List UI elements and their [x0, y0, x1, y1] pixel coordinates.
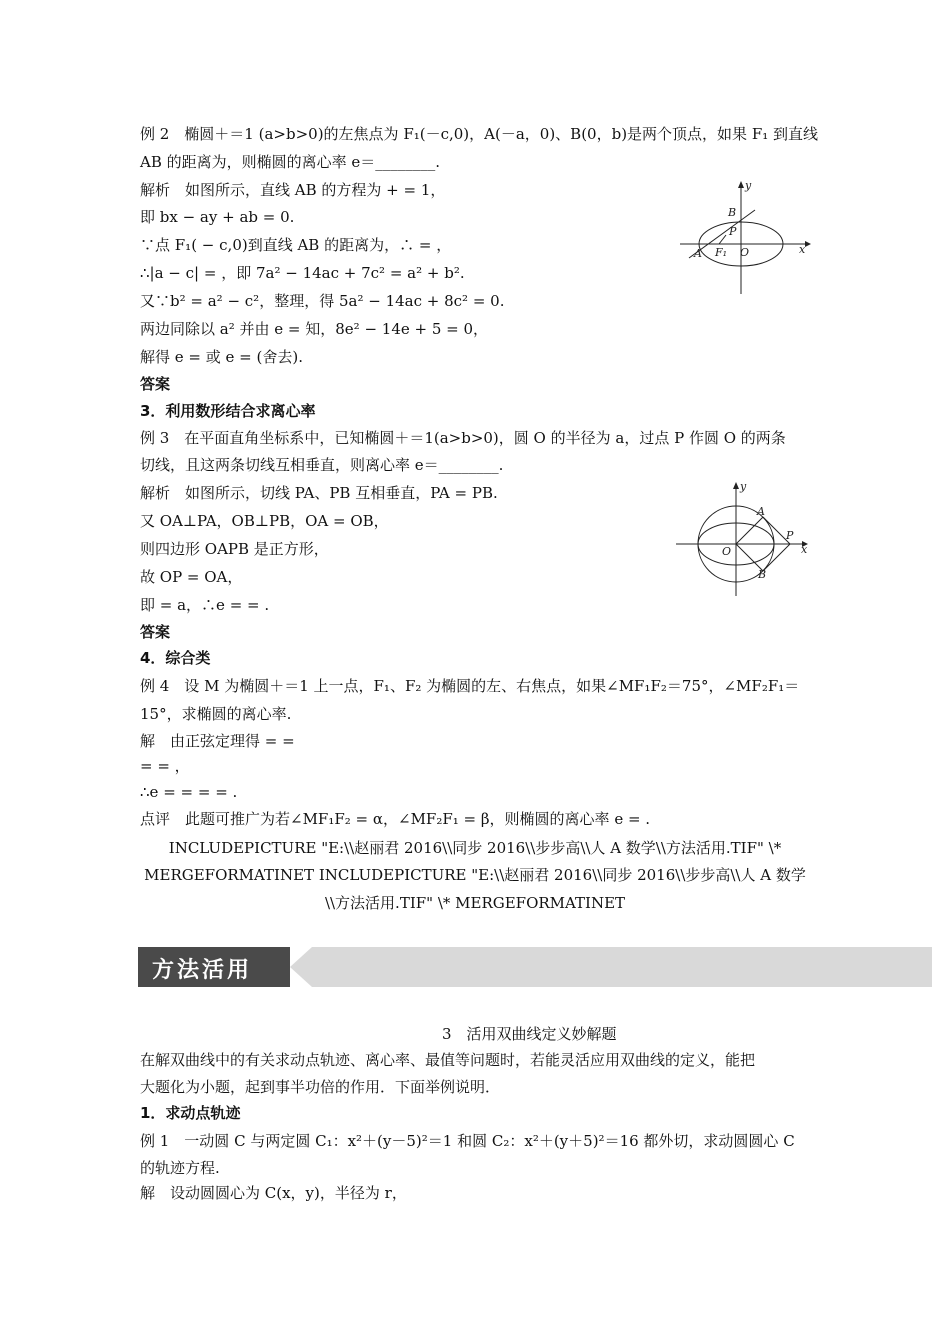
text-line: 解 由正弦定理得 = =	[140, 732, 295, 750]
ellipse-figure-2	[672, 480, 817, 600]
label-p: P	[786, 529, 794, 542]
text-line: 解析 如图所示，切线 PA、PB 互相垂直，PA = PB.	[140, 484, 498, 502]
section-heading: 答案	[140, 375, 171, 393]
section-heading: 1．求动点轨迹	[140, 1104, 241, 1122]
text-line: \\方法活用.TIF" \* MERGEFORMATINET	[324, 894, 626, 912]
segment-oa	[736, 517, 763, 544]
text-line: MERGEFORMATINET INCLUDEPICTURE "E:\\赵丽君 2016\\同步 2016\\步步高\\人 A 数学	[144, 866, 806, 884]
label-b: B	[728, 206, 737, 219]
text-line: 例 3 在平面直角坐标系中，已知椭圆＋＝1(a>b>0)，圆 O 的半径为 a，过点 P 作圆 O 的两条	[140, 429, 786, 447]
text-line: ∴e = = = = .	[140, 783, 238, 801]
text-line: 切线，且这两条切线互相垂直，则离心率 e＝________.	[140, 456, 504, 474]
label-y: y	[745, 179, 752, 192]
banner-title: 方法活用	[152, 958, 253, 983]
section-heading: 3．利用数形结合求离心率	[140, 402, 316, 420]
section-banner	[138, 947, 932, 987]
text-line: 例 2 椭圆＋＝1 (a>b>0)的左焦点为 F₁(－c,0)，A(－a，0)、B(0，b)是两个顶点，如果 F₁ 到直线	[140, 125, 819, 143]
text-line: 3 活用双曲线定义妙解题	[442, 1025, 617, 1043]
tangent-pb	[763, 544, 790, 571]
text-line: ∴|a − c| = ，即 7a² − 14ac + 7c² = a² + b².	[140, 264, 465, 282]
section-heading: 4．综合类	[140, 649, 211, 667]
label-o: O	[722, 545, 732, 558]
text-line: = = ，	[140, 757, 190, 775]
text-line: 即 bx − ay + ab = 0.	[140, 208, 295, 226]
text-line: 点评 此题可推广为若∠MF₁F₂ = α，∠MF₂F₁ = β，则椭圆的离心率 e = .	[140, 810, 651, 828]
text-line: 的轨迹方程.	[140, 1159, 220, 1177]
label-a: A	[694, 247, 702, 260]
banner-light-bar	[312, 947, 932, 987]
text-line: 例 4 设 M 为椭圆＋＝1 上一点，F₁、F₂ 为椭圆的左、右焦点，如果∠MF₁F₂＝75°，∠MF₂F₁＝	[140, 677, 800, 695]
text-line: 则四边形 OAPB 是正方形，	[140, 540, 329, 558]
text-line: 又 OA⊥PA，OB⊥PB，OA = OB，	[140, 512, 389, 530]
text-line: AB 的距离为，则椭圆的离心率 e＝________.	[140, 153, 441, 171]
segment-ob	[736, 544, 763, 571]
text-line: ∵点 F₁( − c,0)到直线 AB 的距离为，∴ = ，	[140, 236, 452, 254]
label-x: x	[801, 543, 808, 556]
text-line: 故 OP = OA，	[140, 568, 243, 586]
text-line: 例 1 一动圆 C 与两定圆 C₁：x²＋(y－5)²＝1 和圆 C₂：x²＋(y＋5)²＝16 都外切，求动圆圆心 C	[140, 1132, 795, 1150]
perpendicular-f1p	[719, 235, 726, 244]
text-line: 解 设动圆圆心为 C(x，y)，半径为 r，	[140, 1184, 407, 1202]
section-heading: 答案	[140, 623, 171, 641]
label-a: A	[757, 505, 765, 518]
text-line: 即 = a，∴e = = .	[140, 596, 270, 614]
text-line: 在解双曲线中的有关求动点轨迹、离心率、最值等问题时，若能灵活应用双曲线的定义，能把	[140, 1051, 756, 1069]
label-p: P	[729, 225, 737, 238]
text-line: 解得 e = 或 e = (舍去).	[140, 348, 303, 366]
text-line: 又∵b² = a² − c²，整理，得 5a² − 14ac + 8c² = 0.	[140, 292, 505, 310]
text-line: 15°，求椭圆的离心率.	[140, 705, 292, 723]
text-line: 两边同除以 a² 并由 e = 知，8e² − 14e + 5 = 0，	[140, 320, 489, 338]
text-line: INCLUDEPICTURE "E:\\赵丽君 2016\\同步 2016\\步步高\\人 A 数学\\方法活用.TIF" \*	[168, 839, 782, 857]
label-o: O	[740, 246, 750, 259]
ellipse-figure-1	[675, 178, 820, 298]
y-axis-arrow	[738, 181, 744, 188]
label-y: y	[740, 480, 747, 493]
label-f1: F₁	[715, 246, 728, 259]
banner-dark-block	[138, 947, 290, 987]
text-line: 解析 如图所示，直线 AB 的方程为 + = 1，	[140, 181, 446, 199]
x-axis-arrow	[805, 241, 811, 247]
y-axis-arrow	[733, 482, 739, 489]
label-x: x	[799, 243, 806, 256]
banner-notch	[290, 947, 312, 987]
text-line: 大题化为小题，起到事半功倍的作用．下面举例说明．	[140, 1078, 501, 1096]
label-b: B	[758, 568, 767, 581]
